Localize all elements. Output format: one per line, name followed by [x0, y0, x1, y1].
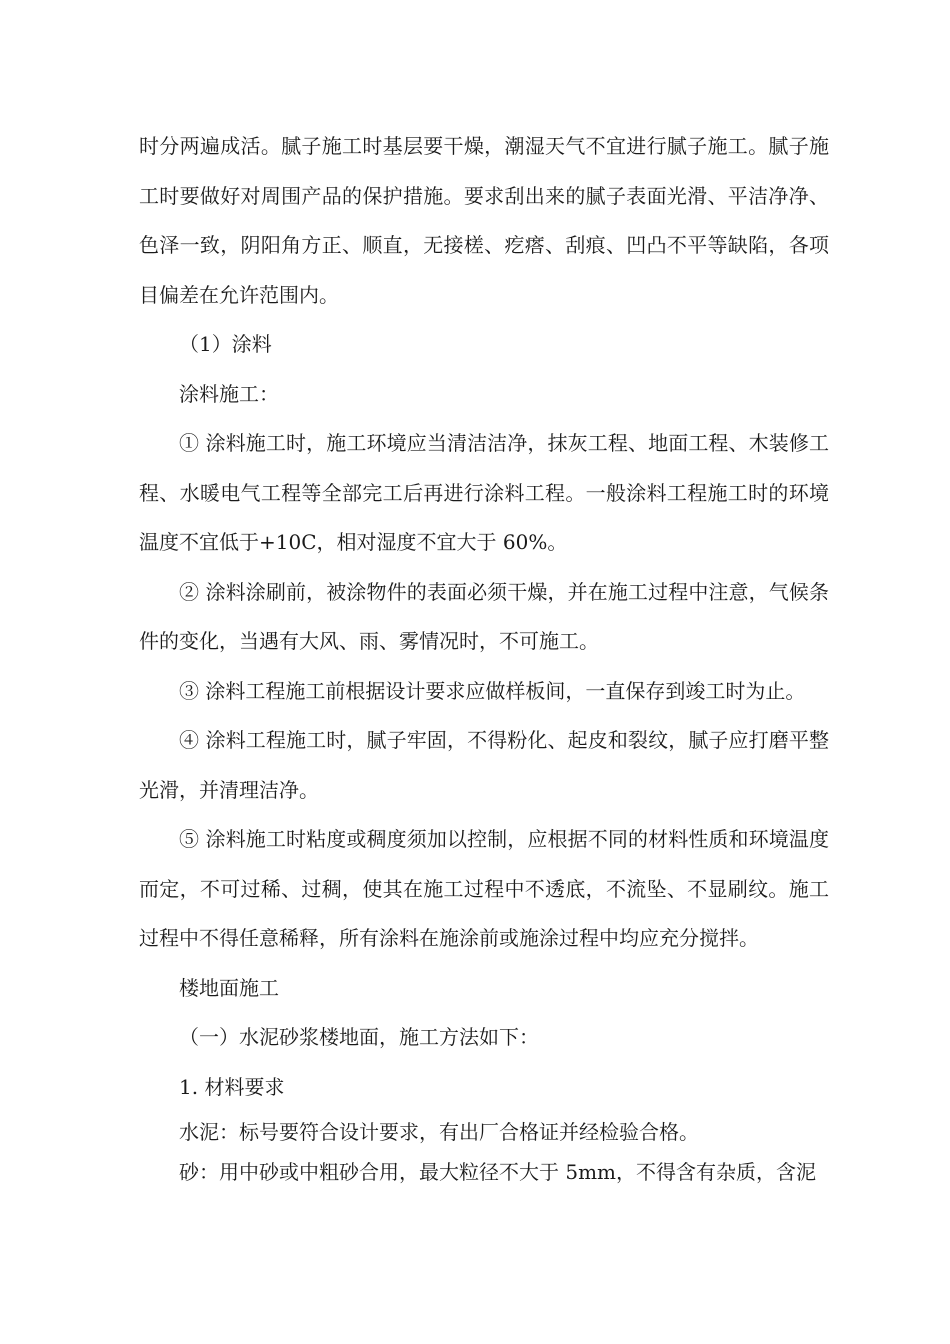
- paragraph-item-4: ④ 涂料工程施工时，腻子牢固，不得粉化、起皮和裂纹，腻子应打磨平整光滑，并清理洁净。: [139, 728, 829, 802]
- heading-coating-construction: 涂料施工：: [179, 381, 279, 406]
- paragraph-item-3: ③ 涂料工程施工前根据设计要求应做样板间，一直保存到竣工时为止。: [179, 678, 806, 703]
- paragraph-cement: 水泥：标号要符合设计要求，有出厂合格证并经检验合格。: [179, 1120, 699, 1144]
- paragraph-item-2: ② 涂料涂刷前，被涂物件的表面必须干燥，并在施工过程中注意，气候条件的变化，当遇有大风、雨、雾情况时，不可施工。: [139, 579, 829, 653]
- paragraph-item-5: ⑤ 涂料施工时粘度或稠度须加以控制，应根据不同的材料性质和环境温度而定，不可过稀、过稠，使其在施工过程中不透底，不流坠、不显刷纹。施工过程中不得任意稀释，所有涂料在施涂前或施涂过程中均应充分搅拌。: [139, 827, 829, 950]
- heading-cement-mortar-floor: （一）水泥砂浆楼地面，施工方法如下：: [179, 1025, 539, 1049]
- paragraph-putty-construction: 时分两遍成活。腻子施工时基层要干燥，潮湿天气不宜进行腻子施工。腻子施工时要做好对周围产品的保护措施。要求刮出来的腻子表面光滑、平洁净净、色泽一致，阴阳角方正、顺直，无接槎、疙瘩、刮痕、凹凸不平等缺陷，各项目偏差在允许范围内。: [139, 134, 829, 307]
- heading-coating: （1）涂料: [179, 332, 272, 356]
- paragraph-sand: 砂：用中砂或中粗砂合用，最大粒径不大于 5mm，不得含有杂质，含泥: [179, 1160, 817, 1184]
- document-body: [139, 122, 829, 1192]
- heading-material-requirements: 1. 材料要求: [179, 1074, 285, 1099]
- paragraph-item-1: ① 涂料施工时，施工环境应当清洁洁净，抹灰工程、地面工程、木装修工程、水暖电气工程等全部完工后再进行涂料工程。一般涂料工程施工时的环境温度不宜低于+10C，相对湿度不宜大于 60%。: [139, 431, 829, 554]
- heading-floor-construction: 楼地面施工: [179, 975, 279, 1000]
